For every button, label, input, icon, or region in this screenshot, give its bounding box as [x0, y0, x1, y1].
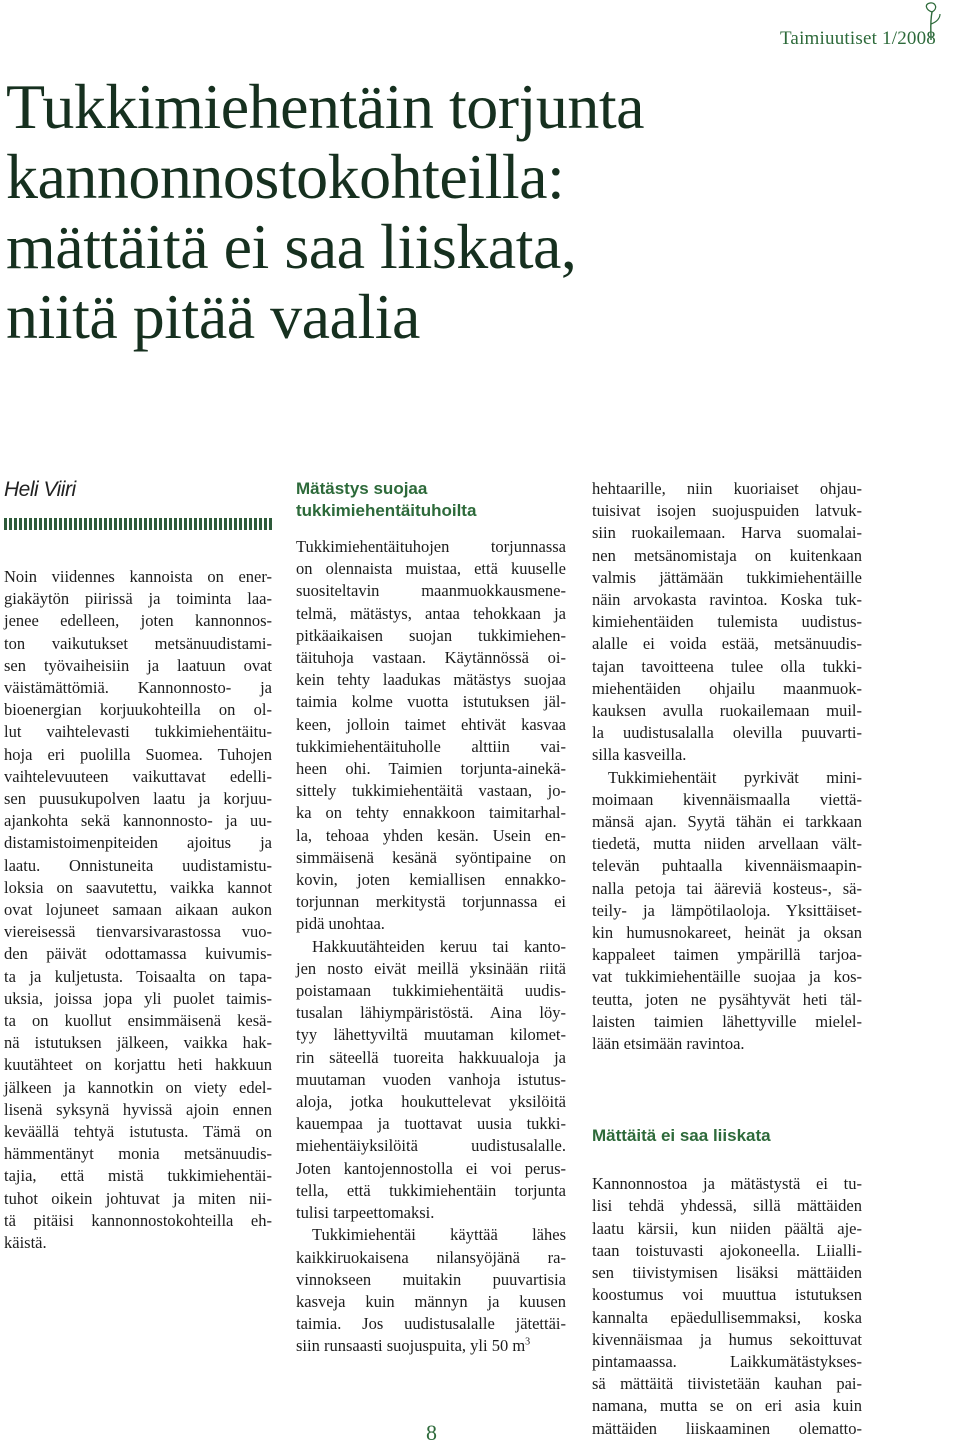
- text-line: pitkäaikaisen suojan tukkimiehen-: [296, 625, 566, 645]
- title-line: Tukkimiehentäin torjunta: [6, 71, 645, 142]
- text-line: mänsä ajan. Syytä tähän ei tarkkaan: [592, 812, 862, 832]
- text-line: tyy lähettyviltä muutaman kilomet-: [296, 1025, 566, 1045]
- text-line: ta on kuollut ensimmäisenä kesä-: [4, 1011, 272, 1031]
- text-line: kovin, joten kemiallisen ennakko-: [296, 870, 566, 890]
- text-line: Tukkimiehentäi käyttää lähes: [312, 1225, 566, 1245]
- text-line: tiedetä, mutta niiden arvellaan vält-: [592, 834, 862, 854]
- text-line: heen ohi. Taimien torjunta-ainekä-: [296, 759, 566, 779]
- text-line: ovat lojuneet samaan aikaan aukon: [4, 900, 272, 920]
- text-line: tuhot oikein johtuvat ja miten nii-: [4, 1188, 272, 1208]
- text-line: ajankohta sekä kannonnosto- ja uu-: [4, 811, 272, 831]
- text-line: tella, että tukkimiehentäin torjunta: [296, 1180, 566, 1200]
- text-line: silla kasveilla.: [592, 745, 687, 765]
- text-line: kannalta epäedullisemmaksi, koska: [592, 1307, 862, 1327]
- text-line: vat tukkimiehentäille suojaa ja kos-: [592, 967, 862, 987]
- author-name: Heli Viiri: [4, 478, 76, 501]
- text-line: Joten kantojennostolla ei voi perus-: [296, 1158, 566, 1178]
- text-line: nalla petoja tai ääreviä kosteus-, sä-: [592, 878, 862, 898]
- text-line: taimia. Jos uudistusalalle jätettäi-: [296, 1314, 566, 1334]
- text-line: rin säteellä tuoreita hakkuualoja ja: [296, 1047, 566, 1067]
- text-line: kauksen avulla ruokailemaan muil-: [592, 701, 862, 721]
- text-line: den päivät odottamassa kuivumis-: [4, 944, 272, 964]
- text-line: on olennaista muistaa, että kuuselle: [296, 559, 566, 579]
- text-line: kappaleet taimen ympärillä tarjoa-: [592, 945, 862, 965]
- text-line: vinnokseen muitakin puuvartisia: [296, 1269, 566, 1289]
- heading-line: Mätästys suojaa: [296, 479, 428, 498]
- text-line: jen nosto eivät meillä yksinään riitä: [296, 958, 566, 978]
- text-line: lut vaihtelevasti tukkimiehentäitu-: [4, 722, 272, 742]
- text-line: hehtaarille, niin kuoriaiset ohjau-: [592, 479, 862, 498]
- heading-line: tukkimiehentäituhoilta: [296, 501, 477, 520]
- text-line: käistä.: [4, 1233, 47, 1253]
- text-line: uksia, joissa jopa yli puolet taimis-: [4, 988, 272, 1008]
- text-line: keen, jolloin taimet ehtivät kasvaa: [296, 714, 566, 734]
- text-line: kauempaa ja tuottavat uusia tukki-: [296, 1114, 566, 1134]
- text-line: nen metsänomistaja on kuitenkaan: [592, 545, 862, 565]
- text-line: hämmentänyt monia metsänuudis-: [4, 1144, 272, 1164]
- text-line: taan toistuvasti ajokoneella. Liialli-: [592, 1240, 862, 1260]
- text-line: sen työvaiheisiin ja laatuun ovat: [4, 655, 272, 675]
- text-line: telmä, mätästys, antaa tehokkaan ja: [296, 603, 566, 623]
- text-line: valmis jättämään tukkimiehentäille: [592, 567, 862, 587]
- text-line: mättäiden liiskaaminen olematto-: [592, 1418, 862, 1438]
- column-2-body: [296, 536, 566, 1358]
- text-line: vaihtelevuuteen vaikuttavat edelli-: [4, 766, 272, 786]
- text-line: jälkeen ja kannotkin on viety edel-: [4, 1077, 272, 1097]
- text-line: distamistoimenpiteiden ajoitus ja: [4, 833, 272, 853]
- title-line: kannonnostokohteilla:: [6, 141, 565, 212]
- text-line: la uudistusalalla olevilla puuvarti-: [592, 723, 862, 743]
- text-line: tusalan lähiympäristöstä. Aina löy-: [296, 1003, 566, 1023]
- text-line: bioenergian korjuukohteilla on ol-: [4, 700, 272, 720]
- text-line: Tukkimiehentäit pyrkivät mini-: [608, 767, 862, 787]
- text-line: alalle ei voida estää, metsänuudis-: [592, 634, 862, 654]
- column-1-body: [4, 566, 272, 1254]
- text-line: torjunnan merkitystä torjunnassa ei: [296, 892, 566, 912]
- superscript: 3: [525, 1336, 531, 1348]
- text-line: sittely tukkimiehentäitä vastaan, jo-: [296, 781, 566, 801]
- text-line: kaikkiruokaisena nilansyöjänä ra-: [296, 1247, 566, 1267]
- column-3-body-top: [592, 478, 862, 1055]
- text-line: lisenä syksynä hyvissä ajoin ennen: [4, 1099, 272, 1119]
- section-heading-mattaita: Mättäitä ei saa liiskata: [592, 1126, 771, 1146]
- text-line: kein tehty laadukas mätästys suojaa: [296, 670, 566, 690]
- text-line: Kannonnostoa ja mätästystä ei tu-: [592, 1174, 862, 1194]
- text-line: namana, mutta se on eri asia kuin: [592, 1396, 862, 1416]
- publication-header: Taimiuutiset 1/2008: [779, 28, 936, 49]
- text-line: Hakkuutähteiden keruu tai kanto-: [312, 936, 566, 956]
- text-line: koostumus voi muuttua istutuksen: [592, 1285, 862, 1305]
- text-line: tajan tavoitteena tulee olla tukki-: [592, 656, 862, 676]
- text-line: siin ruokailemaan. Harva suomalai-: [592, 523, 862, 543]
- text-line: ton vaikutukset metsänuudistami-: [4, 633, 272, 653]
- text-line: sen tiivistymisen lisäksi mättäiden: [592, 1263, 862, 1283]
- text-line: laatu kärsii, kun niiden päältä aje-: [592, 1218, 862, 1238]
- title-line: mättäitä ei saa liiskata,: [6, 211, 577, 282]
- text-line: nä istutuksen jälkeen, vaikka hak-: [4, 1033, 272, 1053]
- text-line: miehentäiden ohjailu maanmuok-: [592, 678, 862, 698]
- text-line: Tukkimiehentäituhojen torjunnassa: [296, 537, 566, 556]
- text-line: aloja, jotka houkuttelevat yksilöitä: [296, 1092, 566, 1112]
- page-number: 8: [426, 1420, 437, 1445]
- text-line: näin arvokasta ravintoa. Koska tuk-: [592, 590, 862, 610]
- text-line: la, tehoaa yhden kesän. Usein en-: [296, 825, 566, 845]
- text-line: simmäisenä kesänä syöntipaine on: [296, 847, 566, 867]
- text-line: pintamaassa. Laikkumätästykses-: [592, 1351, 862, 1371]
- text-line: laatu. Onnistuneita uudistamistu-: [4, 855, 272, 875]
- text-line: tulisi tarpeettomaksi.: [296, 1203, 435, 1223]
- text-line: giakäytön piirissä ja toiminta laa-: [4, 589, 272, 609]
- text-line: tä pitäisi kannonnostokohteilla eh-: [4, 1210, 272, 1230]
- text-line: jenee edelleen, joten kannonnos-: [4, 611, 272, 631]
- column-1: [4, 478, 272, 1254]
- text-line: televän puhtaalla kivennäismaapin-: [592, 856, 862, 876]
- text-line: kivennäismaa ja humus sekoittuvat: [592, 1329, 862, 1349]
- text-line: hoja eri puolilla Suomea. Tuhojen: [4, 744, 272, 764]
- text-line: poistamaan tukkimiehentäitä uudis-: [296, 981, 566, 1001]
- text-line: suositeltavin maanmuokkausmene-: [296, 581, 566, 601]
- text-line: miehentäiyksilöitä uudistusalalle.: [296, 1136, 566, 1156]
- text-line: siin runsaasti suojuspuita, yli 50 $m^3$: [296, 1336, 531, 1356]
- text-line: sä mättäitä tiivistetään kauhan pai-: [592, 1374, 862, 1394]
- author-divider: [4, 518, 272, 530]
- text-line: muutaman vuoden vanhoja istutus-: [296, 1069, 566, 1089]
- text-line: Noin viidennes kannoista on ener-: [4, 567, 272, 586]
- text-line: teily- ja lämpötilaoloja. Yksittäiset-: [592, 900, 862, 920]
- text-line: teutta, joten ne pysähtyvät heti täl-: [592, 989, 862, 1009]
- text-line: laisten taimien lähettyville mielel-: [592, 1011, 862, 1031]
- text-line: ta ja kuljetusta. Toisaalta on tapa-: [4, 966, 272, 986]
- text-line: kasveja kuin männyn ja kuusen: [296, 1291, 566, 1311]
- title-line: niitä pitää vaalia: [6, 281, 420, 352]
- text-line: loksia on saavutettu, vaikka kannot: [4, 877, 272, 897]
- text-line: sen puusukupolven laatu ja korjuu-: [4, 789, 272, 809]
- column-3: [592, 478, 862, 1440]
- text-line: lisi tehdä yhdessä, sillä mättäiden: [592, 1196, 862, 1216]
- article-title: [6, 72, 906, 352]
- text-line: kimiehentäiden tulemista uudistus-: [592, 612, 862, 632]
- text-line: pidä unohtaa.: [296, 914, 385, 934]
- text-line: viereisessä tienvarsivarastossa vuo-: [4, 922, 272, 942]
- text-line: kin humusnokareet, heinät ja oksan: [592, 923, 862, 943]
- column-2: [296, 478, 566, 1358]
- text-line: täituhoja vastaan. Käytännössä oi-: [296, 648, 566, 668]
- text-line: lään etsimään ravintoa.: [592, 1034, 745, 1054]
- text-line: tajia, että mistä tukkimiehentäi-: [4, 1166, 272, 1186]
- text-line: taimia kolme vuotta istutuksen jäl-: [296, 692, 566, 712]
- text-line: keväällä tehtyä istutusta. Tämä on: [4, 1122, 272, 1142]
- section-heading-mastys: [296, 478, 566, 522]
- text-line: kuutähteet on korjattu heti hakkuun: [4, 1055, 272, 1075]
- text-line: moimaan kivennäismaalla viettä-: [592, 789, 862, 809]
- text-line: tuisivat isojen suojuspuiden latvuk-: [592, 501, 862, 521]
- text-line: ka on tehty ennakkoon taimitarhal-: [296, 803, 566, 823]
- text-line: väistämättömiä. Kannonnosto- ja: [4, 678, 272, 698]
- text-line: tukkimiehentäituholle alttiin vai-: [296, 736, 566, 756]
- column-3-body-bottom: [592, 1173, 862, 1439]
